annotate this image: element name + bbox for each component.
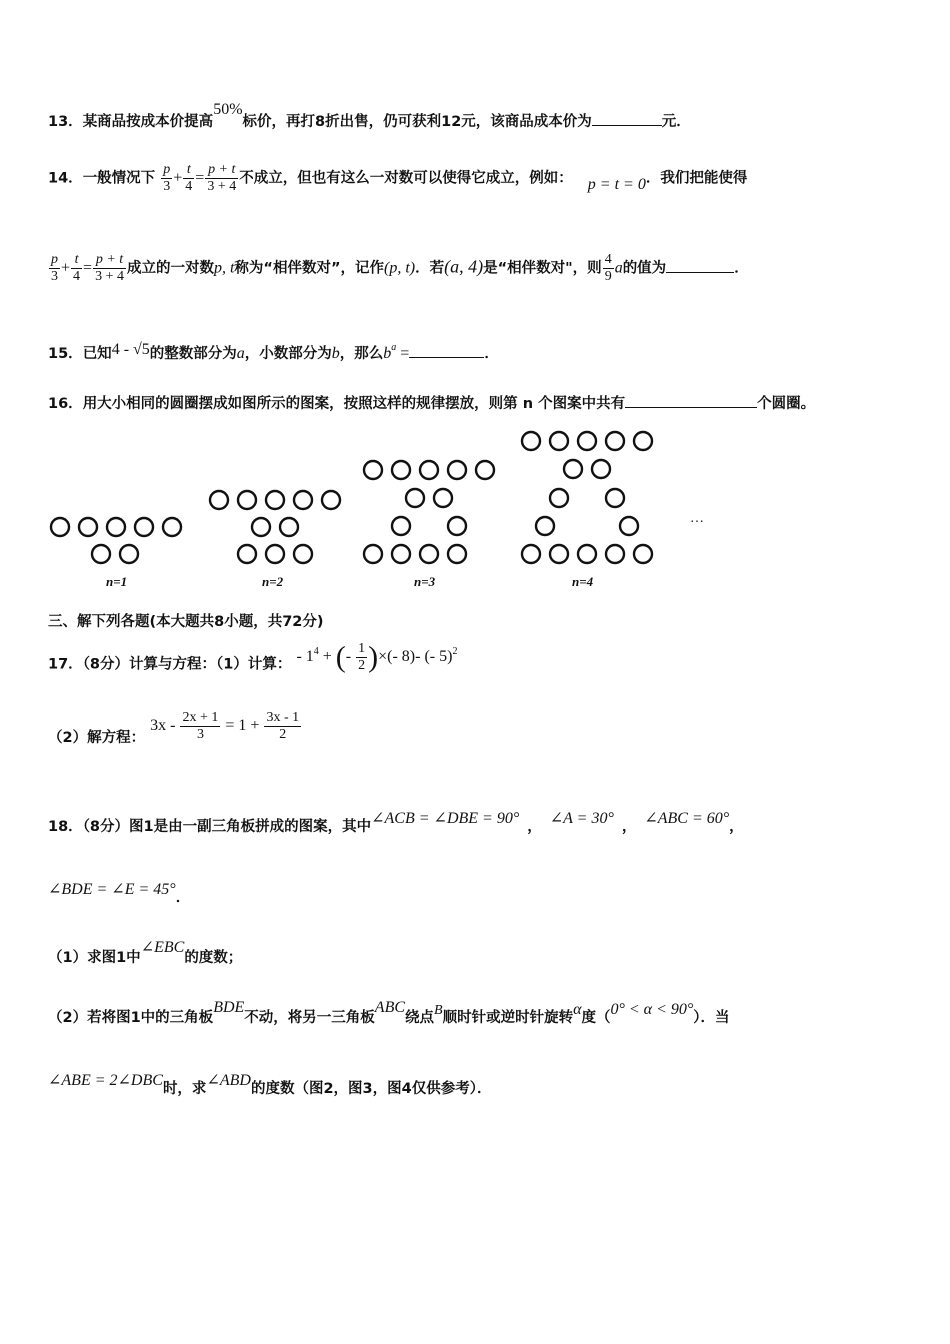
q14-text-4: 成立的一对数: [126, 260, 214, 277]
equals-sign: =: [195, 169, 205, 187]
fraction-sum: [93, 252, 126, 285]
q13-percent: 50%: [213, 101, 243, 118]
circle: [266, 545, 284, 563]
ellipsis: …: [690, 511, 704, 526]
q18-number: 18．: [48, 819, 83, 835]
circle: [448, 461, 466, 479]
q14-answer-blank[interactable]: [666, 260, 734, 273]
circle: [294, 545, 312, 563]
frac-num: t: [71, 252, 82, 269]
q16-answer-blank[interactable]: [625, 395, 757, 408]
q18-text-1: （8分）图1是由一副三角板拼成的图案，其中: [82, 819, 372, 835]
q15-text-1: 已知: [82, 346, 112, 362]
q18-p3-text-1: 时，求: [162, 1081, 207, 1097]
q15-expression: 4 - √5: [111, 341, 150, 358]
fraction-t-4: [71, 252, 82, 285]
question-17-part-1: [48, 640, 458, 682]
circle: [163, 518, 181, 536]
q13-text-1: 某商品按成本价提高: [82, 114, 214, 130]
question-13: [48, 101, 691, 131]
circle: [406, 489, 424, 507]
q15-power-base: b: [383, 345, 392, 362]
eq-term-2: = 1 +: [221, 717, 264, 735]
frac-num: 2x + 1: [182, 710, 219, 725]
q15-number: 15．: [48, 346, 83, 362]
frac-num: t: [183, 162, 194, 179]
circle: [107, 518, 125, 536]
q18-p2-text-6: ）．当: [693, 1010, 730, 1026]
q18-p2-alpha: α: [573, 1001, 582, 1018]
q18-p2-point-b: B: [434, 1003, 443, 1018]
circle: [578, 545, 596, 563]
q14-pt: p, t: [213, 259, 235, 277]
circle: [364, 461, 382, 479]
q18-sep: ，: [621, 819, 637, 835]
circle: [51, 518, 69, 536]
q15-power-exp: a: [391, 342, 397, 353]
q18-dot: ．: [175, 890, 191, 906]
right-paren: ): [368, 640, 379, 673]
calc-exp-1: 4: [313, 645, 319, 657]
circle: [210, 491, 228, 509]
pattern-n1: [51, 518, 181, 563]
fraction-p-3: [49, 252, 60, 285]
question-14-line-1: [48, 162, 747, 195]
circle: [79, 518, 97, 536]
q18-p3-text-2: 的度数（图2，图3，图4仅供参考）．: [250, 1081, 492, 1097]
frac-den: 3: [196, 727, 204, 742]
eq-term-1: 3x -: [150, 717, 180, 735]
q18-sep: ，: [729, 819, 744, 835]
calc-term-2: ×(- 8)- (- 5): [378, 647, 453, 665]
pattern-n2: [210, 491, 340, 563]
question-18-part-2-cont: [48, 1072, 492, 1098]
q14-text-9: ．: [734, 260, 749, 277]
q17-text-2: （2）解方程：: [48, 730, 146, 747]
question-17-part-2: [48, 710, 302, 755]
circle: [606, 545, 624, 563]
circle: [392, 545, 410, 563]
circle: [252, 518, 270, 536]
frac-num: p: [163, 162, 171, 177]
label-n4: n=4: [572, 574, 594, 589]
left-paren: (: [335, 640, 346, 673]
frac-den: 3: [51, 269, 58, 284]
circle: [322, 491, 340, 509]
circle: [536, 517, 554, 535]
circle: [392, 461, 410, 479]
question-16: [48, 392, 815, 413]
circle: [578, 432, 596, 450]
plus-sign: +: [61, 259, 71, 277]
q14-text-1: 一般情况下: [82, 170, 156, 187]
circle: [238, 491, 256, 509]
label-n2: n=2: [262, 574, 284, 589]
circle: [550, 545, 568, 563]
circle: [522, 545, 540, 563]
q18-cond-4: ∠BDE = ∠E = 45°: [48, 881, 176, 898]
q18-cond-1: ∠ACB = ∠DBE = 90°: [371, 810, 520, 827]
q13-answer-blank[interactable]: [592, 113, 662, 126]
frac-num: p + t: [205, 162, 238, 179]
q17-text-1: （8分）计算与方程：（1）计算：: [82, 656, 292, 673]
plus-sign: +: [173, 169, 183, 187]
circle-pattern-figure: [40, 420, 740, 600]
q14-text-8: 的值为: [622, 260, 667, 277]
fraction-4-9: [603, 252, 614, 285]
circle: [550, 489, 568, 507]
q14-text-3: ．我们把能使得: [645, 170, 748, 187]
calc-minus: -: [345, 647, 356, 665]
q18-sep: ，: [527, 819, 542, 835]
frac-den: 2: [358, 657, 366, 673]
q14-text-7: 是“相伴数对"，则: [483, 260, 602, 277]
q15-equals: =: [396, 345, 410, 362]
frac-num: 4: [604, 252, 612, 267]
frac-den: 9: [604, 269, 612, 284]
q14-text-6: ．若: [415, 260, 445, 277]
fraction-2x1-3: [180, 710, 220, 743]
circle: [550, 432, 568, 450]
frac-num: 3x - 1: [266, 710, 300, 725]
q15-text-2: 的整数部分为: [149, 346, 237, 362]
calc-term-1: - 1: [296, 647, 314, 665]
frac-num: p + t: [93, 252, 126, 269]
q14-pair-a4: (a, 4): [444, 256, 484, 277]
q15-var-b: b: [331, 345, 340, 362]
circle: [420, 545, 438, 563]
q18-p1-text-1: （1）求图1中: [48, 950, 141, 966]
q14-text-2: 不成立，但也有这么一对数可以使得它成立，例如：: [239, 170, 573, 187]
q17-calc: [296, 640, 458, 673]
q18-p2-text-4: 顺时针或逆时针旋转: [442, 1010, 574, 1026]
circle: [606, 489, 624, 507]
circle: [294, 491, 312, 509]
circle: [420, 461, 438, 479]
q14-example: p = t = 0: [587, 175, 646, 193]
q18-cond-3: ∠ABC = 60°: [644, 810, 730, 827]
q16-text-1: 用大小相同的圆圈摆成如图所示的图案，按照这样的规律摆放，则第 n 个图案中共有: [82, 396, 626, 412]
q15-answer-blank[interactable]: [409, 345, 484, 358]
q18-p2-text-5: 度（: [581, 1010, 611, 1026]
fraction-3x1-2: [264, 710, 301, 743]
q18-p2-text-2: 不动，将另一三角板: [244, 1010, 375, 1026]
q18-p2-range: 0° < α < 90°: [610, 1001, 694, 1018]
q18-p3-angle: ∠ABD: [206, 1072, 251, 1089]
frac-den: 2: [279, 727, 287, 742]
frac-den: 3: [163, 179, 171, 194]
circle: [392, 517, 410, 535]
q18-p2-bde: BDE: [213, 999, 245, 1016]
circle: [434, 489, 452, 507]
q18-p3-condition: ∠ABE = 2∠DBC: [48, 1072, 163, 1089]
section-3-heading: 三、解下列各题(本大题共8小题，共72分): [48, 614, 324, 630]
calc-plus: +: [318, 647, 336, 665]
circle: [620, 517, 638, 535]
circle: [592, 460, 610, 478]
frac-den: 4: [73, 269, 81, 284]
question-18-part-2: [48, 999, 730, 1027]
circle: [564, 460, 582, 478]
q18-p2-text-3: 绕点: [405, 1010, 435, 1026]
q13-text-3: 元．: [661, 114, 691, 130]
frac-den: 3 + 4: [95, 269, 124, 284]
calc-exp-2: 2: [452, 645, 458, 657]
q16-text-2: 个圆圈。: [757, 396, 816, 412]
q15-text-3: ，小数部分为: [244, 346, 332, 362]
circle: [448, 517, 466, 535]
circle: [634, 545, 652, 563]
circle: [135, 518, 153, 536]
question-15: [48, 342, 499, 363]
circle: [476, 461, 494, 479]
q14-var-a: a: [614, 259, 623, 277]
q13-number: 13．: [48, 114, 83, 130]
question-18-part-1: [48, 939, 243, 967]
q18-cond-2: ∠A = 30°: [549, 810, 614, 827]
equals-sign: =: [83, 259, 93, 277]
q15-var-a: a: [236, 345, 245, 362]
q14-pair: (p, t): [383, 259, 416, 277]
q16-number: 16．: [48, 396, 83, 412]
q17-number: 17．: [48, 656, 83, 673]
circle: [280, 518, 298, 536]
q18-p2-text-1: （2）若将图1中的三角板: [48, 1010, 214, 1026]
circle: [238, 545, 256, 563]
q18-p1-text-2: 的度数；: [184, 950, 243, 966]
fraction-p-3: [161, 162, 172, 195]
q15-text-4: ，那么: [339, 346, 384, 362]
fraction-t-4: [183, 162, 194, 195]
q13-text-2: 标价，再打8折出售，仍可获利12元，该商品成本价为: [242, 114, 592, 130]
frac-den: 3 + 4: [207, 179, 237, 194]
pattern-n3: [364, 461, 494, 563]
frac-num: p: [51, 252, 58, 267]
fraction-sum: [205, 162, 238, 195]
circle: [634, 432, 652, 450]
circle: [606, 432, 624, 450]
q14-number: 14．: [48, 170, 83, 187]
circle: [448, 545, 466, 563]
question-18-line-2: [48, 878, 191, 906]
pattern-n4: [522, 432, 652, 563]
label-n3: n=3: [414, 574, 436, 589]
circle: [522, 432, 540, 450]
frac-den: 4: [185, 179, 193, 194]
q18-p1-angle: ∠EBC: [140, 939, 185, 956]
q17-equation: [150, 710, 302, 742]
q18-p2-abc: ABC: [374, 999, 406, 1016]
frac-num: 1: [358, 640, 366, 656]
fraction-1-2: [356, 641, 367, 674]
circle: [120, 545, 138, 563]
question-18-line-1: [48, 810, 744, 836]
q15-text-5: ．: [484, 346, 499, 362]
circle: [364, 545, 382, 563]
q14-text-5: 称为“相伴数对”，记作: [234, 260, 384, 277]
circle: [92, 545, 110, 563]
circle: [266, 491, 284, 509]
question-14-line-2: [48, 252, 749, 285]
label-n1: n=1: [106, 574, 128, 589]
